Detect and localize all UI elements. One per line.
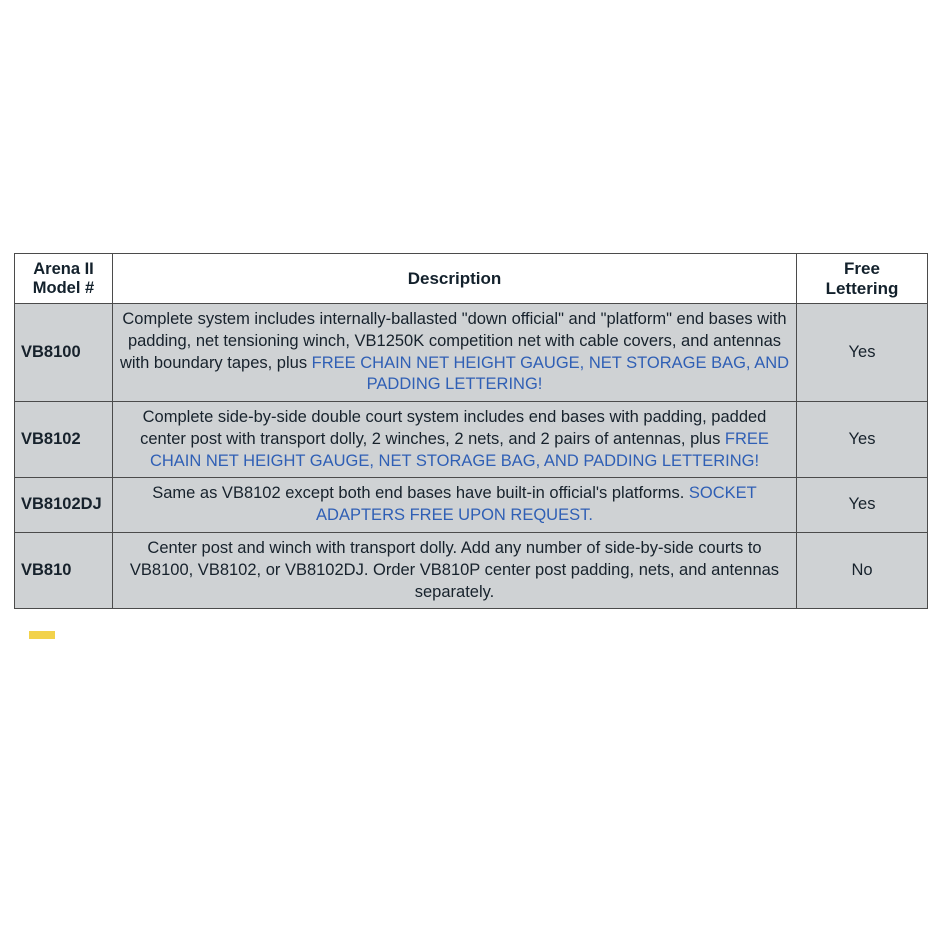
table-header-row: [15, 254, 928, 304]
cell-free-lettering: Yes: [797, 478, 928, 533]
spec-table: [14, 253, 928, 609]
table-row: [15, 402, 928, 478]
cell-free-lettering: Yes: [797, 304, 928, 402]
cell-description: [113, 304, 797, 402]
description-text: Same as VB8102 except both end bases have built-in official's platforms.: [152, 484, 689, 503]
table-body: [15, 304, 928, 609]
description-highlight: FREE CHAIN NET HEIGHT GAUGE, NET STORAGE BAG, AND PADDING LETTERING!: [149, 429, 769, 470]
spec-table-container: [14, 253, 927, 609]
column-header-model: [15, 254, 113, 304]
table-header: [15, 254, 928, 304]
cell-free-lettering: No: [797, 532, 928, 608]
cell-model: VB810: [15, 532, 113, 608]
cell-description: [113, 478, 797, 533]
table-row: [15, 532, 928, 608]
description-highlight: FREE CHAIN NET HEIGHT GAUGE, NET STORAGE BAG, AND PADDING LETTERING!: [311, 353, 790, 394]
table-row: [15, 304, 928, 402]
column-header-description: Description: [113, 254, 797, 304]
color-sliver-artifact: [29, 631, 55, 639]
description-text: Complete system includes internally-ballasted "down official" and "platform" end bases with padding, net tensioning winch, VB1250K competition net with cable covers, and antennas with boundary tapes, plus: [119, 310, 787, 372]
column-header-model-line2: Model #: [32, 278, 95, 297]
column-header-free-line1: Free: [844, 259, 880, 278]
column-header-free-line2: Lettering: [825, 278, 899, 298]
cell-model: VB8102DJ: [15, 478, 113, 533]
column-header-model-line1: Arena II: [33, 259, 94, 278]
description-text: Center post and winch with transport dolly. Add any number of side-by-side courts to VB8100, VB8102, or VB8102DJ. Order VB810P center post padding, nets, and antennas separately.: [129, 538, 780, 601]
cell-free-lettering: Yes: [797, 402, 928, 478]
description-text: Complete side-by-side double court system includes end bases with padding, padded center post with transport dolly, 2 winches, 2 nets, and 2 pairs of antennas, plus: [140, 408, 767, 448]
table-row: [15, 478, 928, 533]
description-highlight: SOCKET ADAPTERS FREE UPON REQUEST.: [316, 484, 757, 525]
column-header-free-lettering: [797, 254, 928, 304]
cell-model: VB8100: [15, 304, 113, 402]
cell-description: [113, 532, 797, 608]
cell-description: [113, 402, 797, 478]
cell-model: VB8102: [15, 402, 113, 478]
